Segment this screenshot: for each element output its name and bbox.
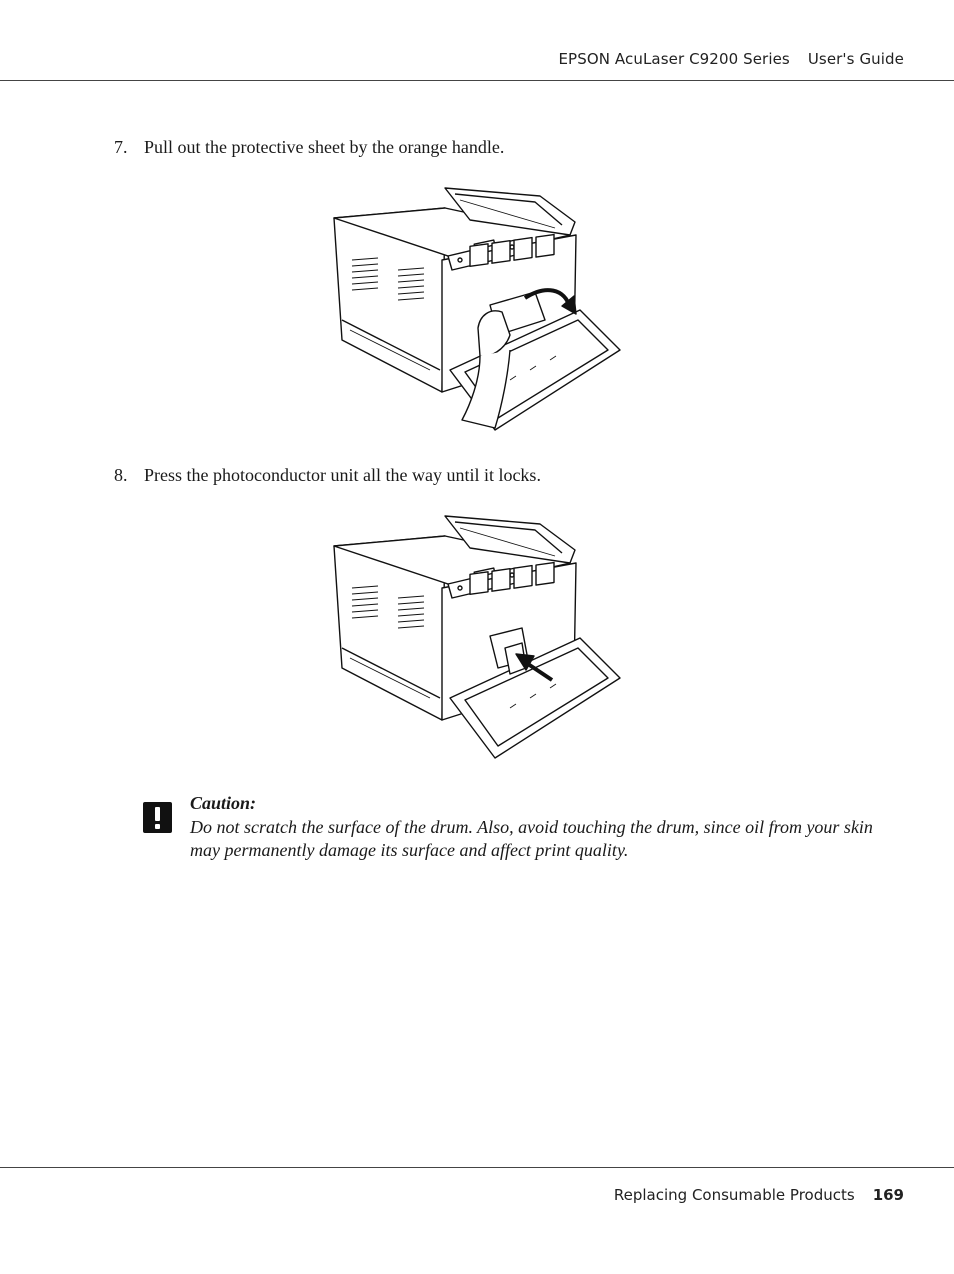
step-7 [114, 137, 504, 158]
page-header [558, 50, 904, 68]
caution-icon [143, 802, 172, 833]
step-8 [114, 465, 541, 486]
step-number: 8. [114, 465, 128, 485]
header-product: EPSON AcuLaser C9200 Series [558, 50, 790, 68]
step-number: 7. [114, 137, 128, 157]
printer-press-unit-illustration [330, 508, 626, 763]
printer-pull-sheet-illustration [330, 180, 626, 435]
header-rule [0, 80, 954, 81]
caution-body: Do not scratch the surface of the drum. Also, avoid touching the drum, since oil from your skin may permanently damage its surface and affect print quality. [190, 817, 873, 860]
page-footer [614, 1186, 904, 1204]
page-number: 169 [872, 1186, 904, 1204]
footer-rule [0, 1167, 954, 1168]
footer-section: Replacing Consumable Products [613, 1186, 855, 1204]
step-text: Pull out the protective sheet by the orange handle. [144, 137, 505, 157]
step-text: Press the photoconductor unit all the way until it locks. [144, 465, 541, 485]
caution-title: Caution: [190, 793, 257, 813]
header-guide: User's Guide [807, 50, 904, 68]
